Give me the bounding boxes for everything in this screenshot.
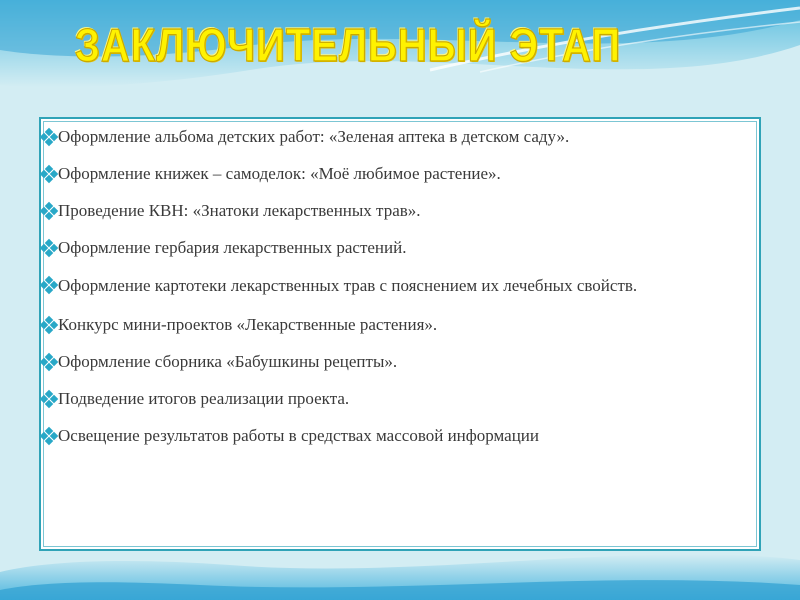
list-item: Оформление сборника «Бабушкины рецепты».	[41, 351, 749, 373]
slide-title: ЗАКЛЮЧИТЕЛЬНЫЙ ЭТАП	[74, 20, 622, 72]
list-item: Оформление картотеки лекарственных трав с пояснением их лечебных свойств.	[41, 274, 749, 298]
diamond-bullet-icon	[41, 391, 57, 407]
diamond-bullet-icon	[41, 129, 57, 145]
diamond-bullet-icon	[41, 354, 57, 370]
diamond-bullet-icon	[41, 240, 57, 256]
list-item: Проведение КВН: «Знатоки лекарственных трав».	[41, 200, 749, 222]
diamond-bullet-icon	[41, 277, 57, 293]
list-item: Конкурс мини-проектов «Лекарственные растения».	[41, 314, 749, 336]
list-item: Освещение результатов работы в средствах массовой информации	[41, 425, 749, 447]
list-item: Оформление гербария лекарственных растений.	[41, 237, 749, 259]
diamond-bullet-icon	[41, 166, 57, 182]
diamond-bullet-icon	[41, 203, 57, 219]
diamond-bullet-icon	[41, 428, 57, 444]
diamond-bullet-icon	[41, 317, 57, 333]
bullet-list	[41, 126, 749, 462]
list-item: Подведение итогов реализации проекта.	[41, 388, 749, 410]
list-item: Оформление книжек – самоделок: «Моё любимое растение».	[41, 163, 749, 185]
list-item: Оформление альбома детских работ: «Зеленая аптека в детском саду».	[41, 126, 749, 148]
